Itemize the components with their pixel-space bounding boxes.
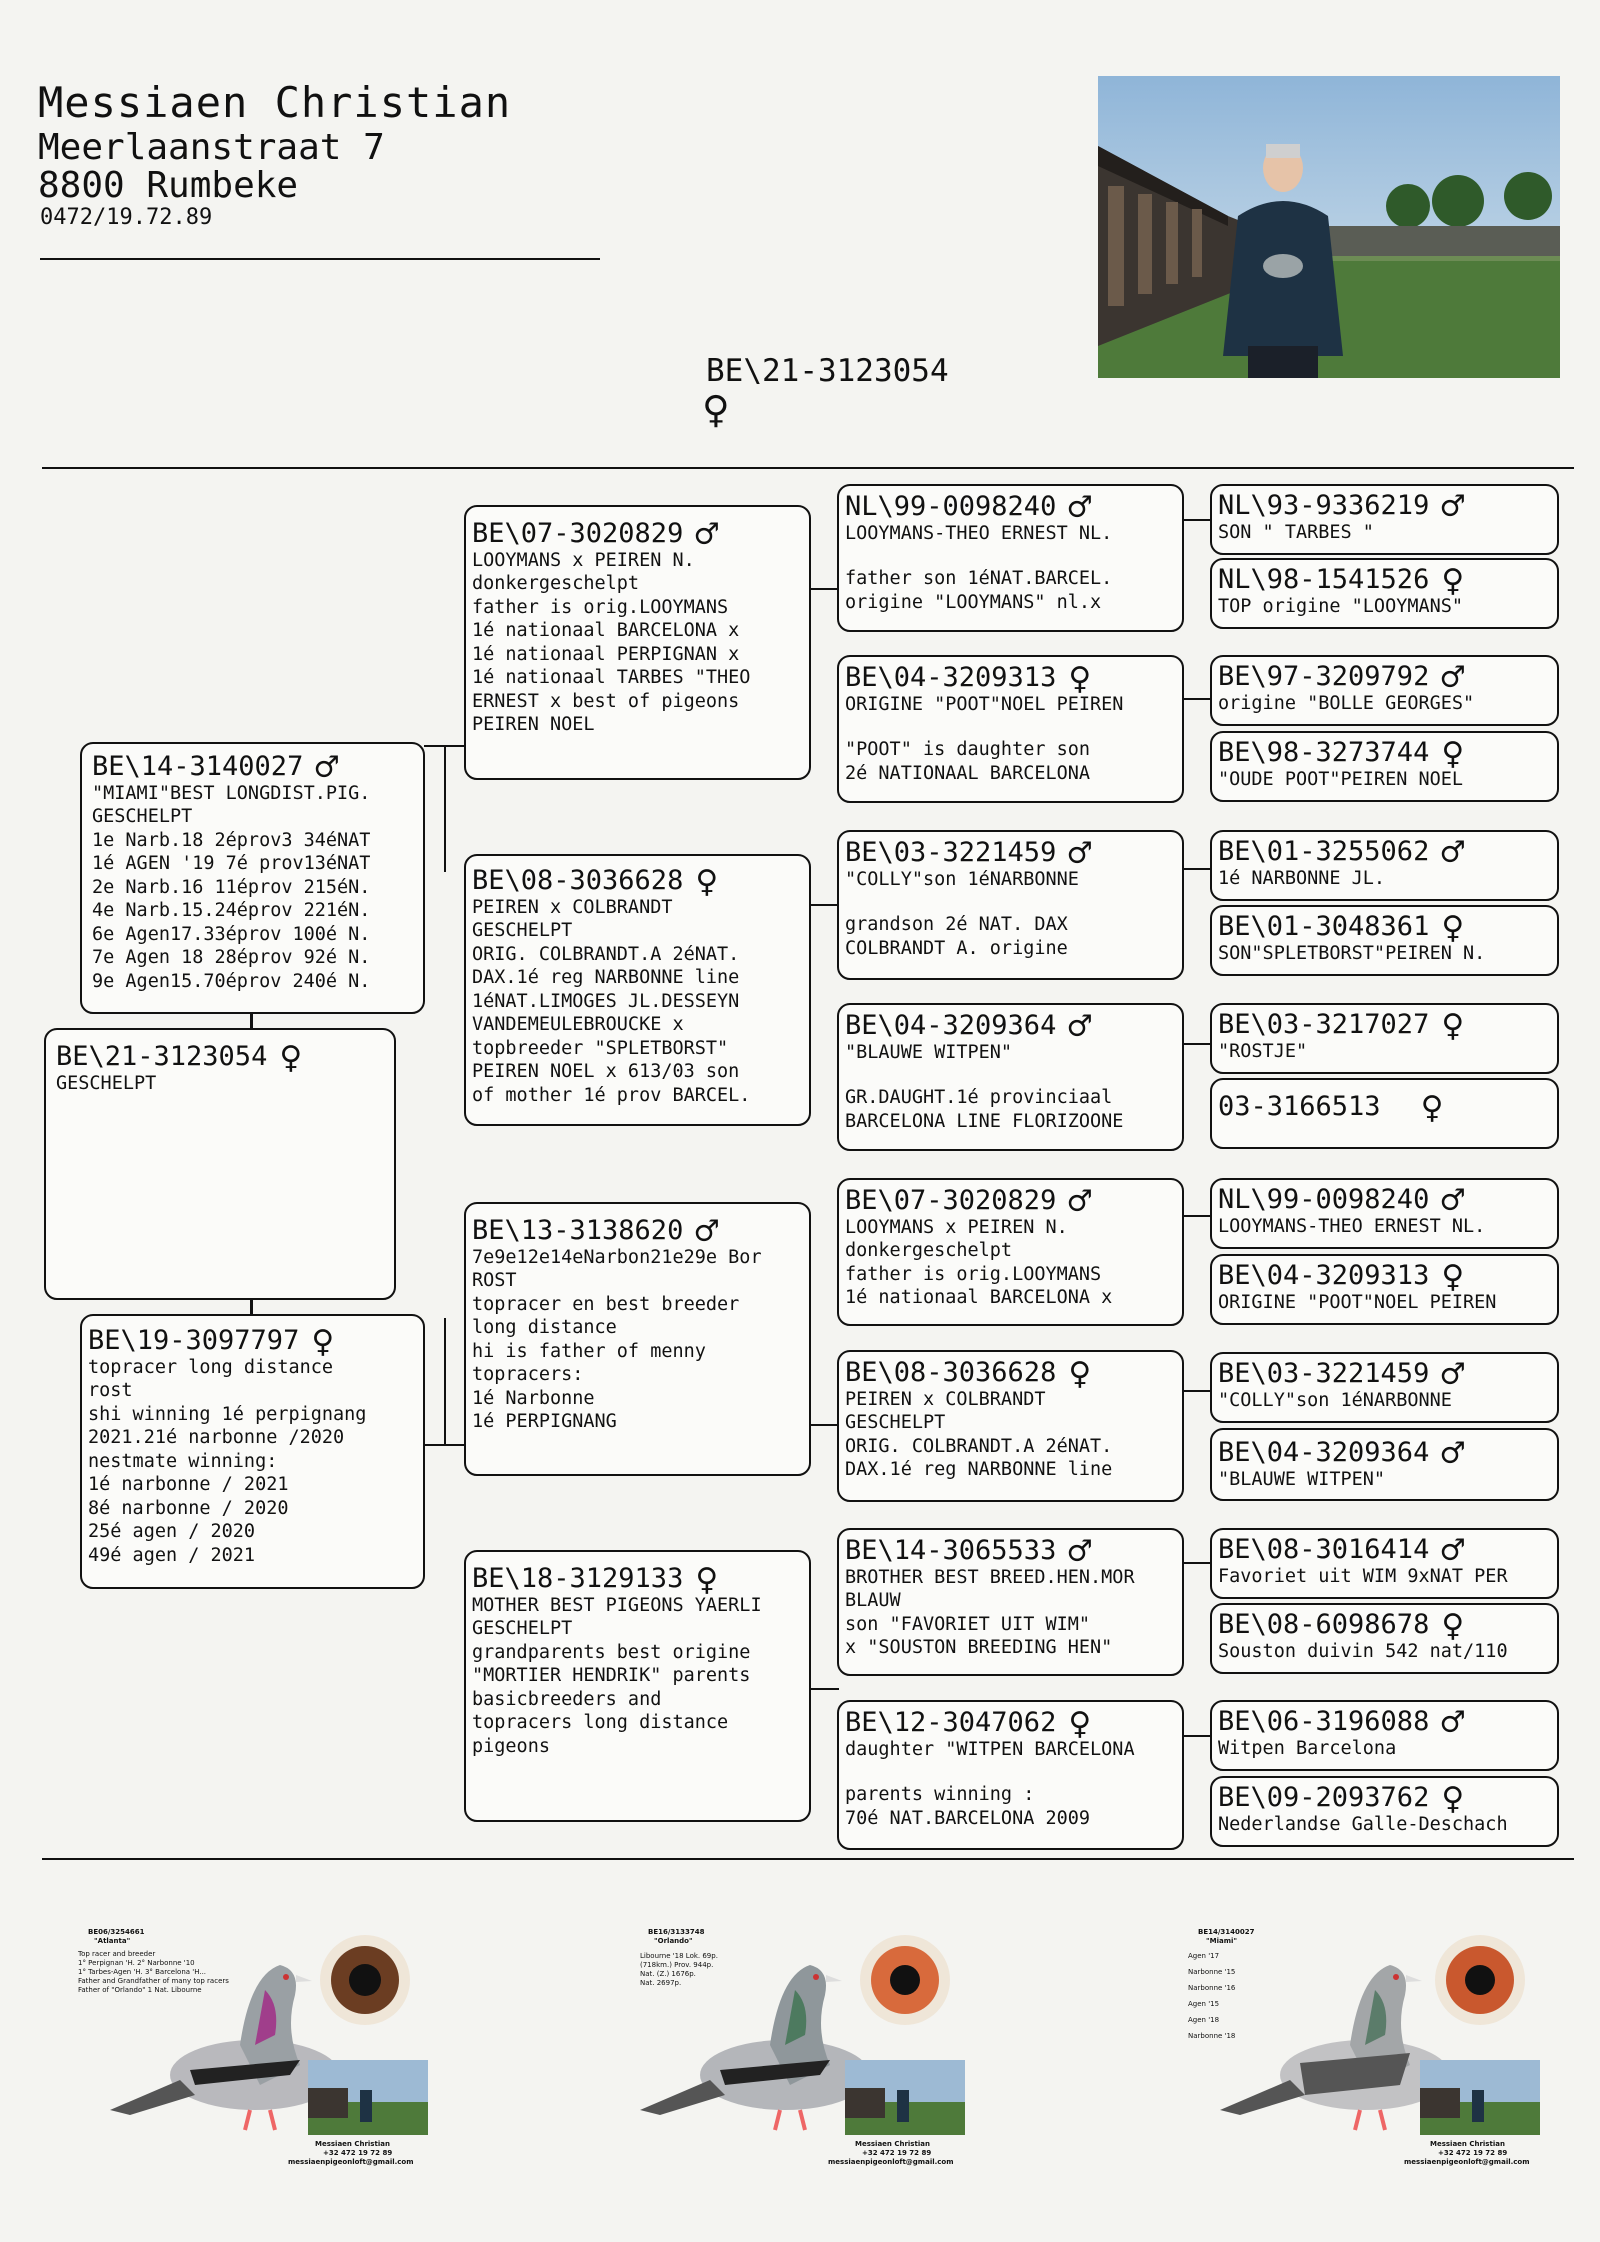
dam-ring-number: BE\19-3097797 [88, 1325, 300, 1356]
gen3-ring-number: BE\07-3020829 [845, 1185, 1057, 1216]
pedigree-sire-box [80, 742, 425, 1014]
connector [1182, 519, 1210, 521]
connector [809, 1688, 839, 1690]
sire-note: 2e Narb.16 11éprov 215éN. [92, 876, 371, 898]
pedigree-gen3-box [837, 1178, 1184, 1326]
sire-note: 4e Narb.15.24éprov 221éN. [92, 900, 371, 922]
card-text: 1° Perpignan 'H. 2° Narbonne '10 [78, 1959, 195, 1967]
ds-ring-number: BE\13-3138620 [472, 1215, 684, 1246]
owner-thumbnail [845, 2060, 965, 2135]
pedigree-dam-box [80, 1314, 425, 1589]
owner-city: 8800 Rumbeke [38, 165, 299, 206]
male-icon: ♂ [1441, 830, 1465, 875]
gen3-ring-number: BE\14-3065533 [845, 1535, 1057, 1566]
card-text: Nat. 2697p. [640, 1979, 682, 1987]
female-icon: ♀ [1420, 1085, 1444, 1130]
eye-icon [1425, 1930, 1535, 2030]
sd-note: PEIREN x COLBRANDT [472, 896, 673, 918]
gen4-ring-number: BE\03-3221459 [1218, 1358, 1430, 1389]
connector [444, 745, 446, 872]
female-icon: ♀ [1441, 1254, 1465, 1299]
dam-note: topracer long distance [88, 1356, 334, 1378]
pedigree-gen4-box [1210, 1776, 1559, 1847]
gen3-note: LOOYMANS-THEO ERNEST NL. [845, 522, 1113, 544]
divider-bottom [42, 1858, 1574, 1860]
card-text: Father and Grandfather of many top racers [78, 1977, 229, 1985]
gen3-note: GESCHELPT [845, 1412, 946, 1434]
gen4-note: Souston duivin 542 nat/110 [1218, 1640, 1508, 1662]
card-text: Narbonne '18 [1188, 2032, 1236, 2040]
pedigree-gen3-box [837, 830, 1184, 980]
owner-thumbnail [308, 2060, 428, 2135]
connector [1182, 1043, 1210, 1045]
gen3-note: BARCELONA LINE FLORIZOONE [845, 1110, 1124, 1132]
female-icon: ♀ [702, 382, 730, 436]
gen3-note: BLAUW [845, 1590, 901, 1612]
gen3-ring-number: BE\08-3036628 [845, 1357, 1057, 1388]
gen4-ring-number: NL\99-0098240 [1218, 1184, 1430, 1215]
gen4-note: 1é NARBONNE JL. [1218, 867, 1386, 889]
pedigree-gen4-box [1210, 1700, 1559, 1771]
pedigree-gen4-box [1210, 1352, 1559, 1423]
gen4-ring-number: BE\06-3196088 [1218, 1706, 1430, 1737]
pedigree-gen4-box [1210, 905, 1559, 976]
sire-note: 7e Agen 18 28éprov 92é N. [92, 947, 371, 969]
card-pigeon-name: "Miami" [1206, 1937, 1238, 1945]
dd-note: MOTHER BEST PIGEONS YAERLI [472, 1594, 762, 1616]
connector [1182, 868, 1210, 870]
pedigree-gen4-box [1210, 655, 1559, 726]
gen4-note: Nederlandse Galle-Deschach [1218, 1813, 1508, 1835]
female-icon: ♀ [279, 1035, 303, 1080]
connector [809, 904, 839, 906]
male-icon: ♂ [1068, 485, 1092, 530]
gen4-ring-number: BE\97-3209792 [1218, 661, 1430, 692]
female-icon: ♀ [695, 1557, 719, 1602]
gen3-note: "COLLY"son 1éNARBONNE [845, 868, 1079, 890]
gen3-note: 70é NAT.BARCELONA 2009 [845, 1807, 1091, 1829]
pedigree-gen3-box [837, 1700, 1184, 1850]
pedigree-gen4-box [1210, 1528, 1559, 1599]
pedigree-gen4-box [1210, 1603, 1559, 1674]
gen4-note: Witpen Barcelona [1218, 1737, 1397, 1759]
gen4-ring-number: BE\04-3209364 [1218, 1437, 1430, 1468]
eye-icon [310, 1930, 420, 2030]
card-owner: Messiaen Christian [855, 2140, 930, 2148]
gen4-ring-number: BE\09-2093762 [1218, 1782, 1430, 1813]
female-icon: ♀ [1441, 1003, 1465, 1048]
pedigree-dd-box [464, 1550, 811, 1822]
sire-note: 1e Narb.18 2éprov3 34éNAT [92, 829, 371, 851]
male-icon: ♂ [1068, 1529, 1092, 1574]
card-owner: Messiaen Christian [1430, 2140, 1505, 2148]
gen4-note: origine "BOLLE GEORGES" [1218, 692, 1475, 714]
male-icon: ♂ [695, 512, 719, 557]
gen3-note: origine "LOOYMANS" nl.x [845, 591, 1102, 613]
card-email: messiaenpigeonloft@gmail.com [828, 2158, 954, 2166]
female-icon: ♀ [1441, 731, 1465, 776]
ds-note: hi is father of menny [472, 1340, 706, 1362]
ds-note: long distance [472, 1317, 617, 1339]
pedigree-gen4-box [1210, 1178, 1559, 1249]
ss-note: 1é nationaal TARBES "THEO [472, 667, 751, 689]
card-text: Nat. (Z.) 1676p. [640, 1970, 696, 1978]
gen4-note: ORIGINE "POOT"NOEL PEIREN [1218, 1291, 1497, 1313]
card-text: 1° Tarbes-Agen 'H. 3° Barcelona 'H... [78, 1968, 207, 1976]
sd-note: DAX.1é reg NARBONNE line [472, 967, 740, 989]
divider-top [42, 467, 1574, 469]
card-email: messiaenpigeonloft@gmail.com [288, 2158, 414, 2166]
gen3-note: parents winning : [845, 1784, 1035, 1806]
card-owner: Messiaen Christian [315, 2140, 390, 2148]
pigeon-card [600, 1920, 980, 2180]
dam-note: nestmate winning: [88, 1450, 278, 1472]
sd-note: of mother 1é prov BARCEL. [472, 1084, 751, 1106]
sd-note: 1éNAT.LIMOGES JL.DESSEYN [472, 990, 740, 1012]
dd-note: topracers long distance [472, 1712, 729, 1734]
pedigree-sd-box [464, 854, 811, 1126]
gen3-note: GR.DAUGHT.1é provinciaal [845, 1087, 1113, 1109]
gen3-note: father is orig.LOOYMANS [845, 1263, 1102, 1285]
gen3-note: COLBRANDT A. origine [845, 937, 1068, 959]
gen3-note: PEIREN x COLBRANDT [845, 1388, 1046, 1410]
card-text: Agen '18 [1188, 2016, 1220, 2024]
dam-note: shi winning 1é perpignang [88, 1403, 367, 1425]
gen3-note: grandson 2é NAT. DAX [845, 914, 1068, 936]
gen4-ring-number: BE\01-3048361 [1218, 911, 1430, 942]
card-phone: +32 472 19 72 89 [323, 2149, 393, 2157]
ss-ring-number: BE\07-3020829 [472, 518, 684, 549]
pedigree-gen4-box [1210, 1254, 1559, 1325]
gen4-ring-number: NL\93-9336219 [1218, 490, 1430, 521]
card-phone: +32 472 19 72 89 [862, 2149, 932, 2157]
owner-street: Meerlaanstraat 7 [38, 127, 385, 168]
female-icon: ♀ [1068, 1351, 1092, 1396]
sd-note: PEIREN NOEL x 613/03 son [472, 1061, 740, 1083]
card-ring: BE06/3254661 [88, 1928, 145, 1936]
eye-icon [850, 1930, 960, 2030]
dam-note: 1é narbonne / 2021 [88, 1474, 289, 1496]
dd-note: "MORTIER HENDRIK" parents [472, 1665, 751, 1687]
male-icon: ♂ [1441, 1700, 1465, 1745]
male-icon: ♂ [1441, 655, 1465, 700]
male-icon: ♂ [1441, 1528, 1465, 1573]
sd-note: VANDEMEULEBROUCKE x [472, 1014, 684, 1036]
sire-note: 9e Agen15.70éprov 240é N. [92, 970, 371, 992]
card-ring: BE14/3140027 [1198, 1928, 1255, 1936]
pedigree-gen4-box [1210, 1428, 1559, 1501]
gen4-note: TOP origine "LOOYMANS" [1218, 595, 1464, 617]
ds-note: topracers: [472, 1364, 584, 1386]
gen4-ring-number: BE\03-3217027 [1218, 1009, 1430, 1040]
sire-note: GESCHELPT [92, 806, 193, 828]
male-icon: ♂ [1441, 1431, 1465, 1476]
dam-note: 49é agen / 2021 [88, 1544, 256, 1566]
gen3-note: BROTHER BEST BREED.HEN.MOR [845, 1566, 1135, 1588]
pigeon-card [1180, 1920, 1560, 2180]
ds-note: 1é Narbonne [472, 1387, 595, 1409]
pedigree-ds-box [464, 1202, 811, 1476]
pedigree-gen4-box [1210, 731, 1559, 802]
gen4-ring-number: BE\01-3255062 [1218, 836, 1430, 867]
gen3-note: donkergeschelpt [845, 1240, 1013, 1262]
header-underline [40, 258, 600, 260]
gen4-note: Favoriet uit WIM 9xNAT PER [1218, 1565, 1508, 1587]
subject-box-ring-number: BE\21-3123054 [56, 1041, 268, 1072]
gen4-ring-number: NL\98-1541526 [1218, 564, 1430, 595]
ss-note: 1é nationaal BARCELONA x [472, 620, 740, 642]
card-text: Agen '15 [1188, 2000, 1220, 2008]
owner-thumbnail [1420, 2060, 1540, 2135]
gen4-ring-number: BE\04-3209313 [1218, 1260, 1430, 1291]
gen3-note: "BLAUWE WITPEN" [845, 1041, 1013, 1063]
connector [250, 1299, 253, 1315]
male-icon: ♂ [1068, 831, 1092, 876]
male-icon: ♂ [695, 1209, 719, 1254]
dd-note: basicbreeders and [472, 1688, 662, 1710]
male-icon: ♂ [1441, 1352, 1465, 1397]
ss-note: 1é nationaal PERPIGNAN x [472, 643, 740, 665]
connector [424, 1444, 466, 1446]
dd-ring-number: BE\18-3129133 [472, 1563, 684, 1594]
ds-note: 7e9e12e14eNarbon21e29e Bor [472, 1246, 762, 1268]
connector [1182, 1562, 1210, 1564]
male-icon: ♂ [315, 745, 339, 790]
pedigree-gen4-box [1210, 484, 1559, 555]
sd-ring-number: BE\08-3036628 [472, 865, 684, 896]
dam-note: rost [88, 1380, 133, 1402]
pedigree-subject-box [44, 1028, 396, 1300]
gen3-note: son "FAVORIET UIT WIM" [845, 1613, 1091, 1635]
sire-ring-number: BE\14-3140027 [92, 751, 304, 782]
gen3-ring-number: BE\04-3209364 [845, 1010, 1057, 1041]
gen4-ring-number: BE\08-3016414 [1218, 1534, 1430, 1565]
pedigree-gen4-box [1210, 830, 1559, 901]
gen4-ring-number: BE\08-6098678 [1218, 1609, 1430, 1640]
pedigree-gen3-box [837, 1003, 1184, 1151]
pigeon-card [70, 1920, 450, 2180]
gen3-note: ORIG. COLBRANDT.A 2éNAT. [845, 1435, 1113, 1457]
connector [1182, 1215, 1210, 1217]
pedigree-gen4-box [1210, 1003, 1559, 1074]
pedigree-gen4-box [1210, 1078, 1559, 1149]
gen4-note: SON " TARBES " [1218, 521, 1374, 543]
card-text: Narbonne '15 [1188, 1968, 1236, 1976]
card-text: Top racer and breeder [78, 1950, 156, 1958]
card-text: Agen '17 [1188, 1952, 1220, 1960]
gen4-note: "COLLY"son 1éNARBONNE [1218, 1389, 1452, 1411]
connector [1182, 1390, 1210, 1392]
gen4-ring-number: BE\98-3273744 [1218, 737, 1430, 768]
female-icon: ♀ [1441, 1603, 1465, 1648]
gen3-ring-number: NL\99-0098240 [845, 491, 1057, 522]
ds-note: topracer en best breeder [472, 1293, 740, 1315]
dd-note: pigeons [472, 1735, 550, 1757]
dam-note: 25é agen / 2020 [88, 1521, 256, 1543]
female-icon: ♀ [1068, 1701, 1092, 1746]
card-email: messiaenpigeonloft@gmail.com [1404, 2158, 1530, 2166]
card-pigeon-name: "Orlando" [654, 1937, 693, 1945]
card-text: Libourne '18 Lok. 69p. [640, 1952, 718, 1960]
ss-note: ERNEST x best of pigeons [472, 690, 740, 712]
ss-note: father is orig.LOOYMANS [472, 596, 729, 618]
pedigree-gen3-box [837, 484, 1184, 632]
owner-photo [1098, 76, 1560, 378]
sire-note: "MIAMI"BEST LONGDIST.PIG. [92, 782, 371, 804]
gen3-note: daughter "WITPEN BARCELONA [845, 1738, 1135, 1760]
subject-note: GESCHELPT [56, 1072, 157, 1094]
connector [1182, 698, 1210, 700]
gen3-note: father son 1éNAT.BARCEL. [845, 568, 1113, 590]
sd-note: GESCHELPT [472, 920, 573, 942]
gen3-note: LOOYMANS x PEIREN N. [845, 1216, 1068, 1238]
sd-note: topbreeder "SPLETBORST" [472, 1037, 729, 1059]
pedigree-gen3-box [837, 1350, 1184, 1502]
sire-note: 6e Agen17.33éprov 100é N. [92, 923, 371, 945]
sire-note: 1é AGEN '19 7é prov13éNAT [92, 853, 371, 875]
ss-note: LOOYMANS x PEIREN N. [472, 549, 695, 571]
female-icon: ♀ [1441, 558, 1465, 603]
male-icon: ♂ [1068, 1004, 1092, 1049]
dam-note: 2021.21é narbonne /2020 [88, 1427, 345, 1449]
gen3-ring-number: BE\12-3047062 [845, 1707, 1057, 1738]
female-icon: ♀ [1068, 656, 1092, 701]
ds-note: ROST [472, 1270, 517, 1292]
female-icon: ♀ [1441, 905, 1465, 950]
gen3-note: DAX.1é reg NARBONNE line [845, 1459, 1113, 1481]
gen4-note: LOOYMANS-THEO ERNEST NL. [1218, 1215, 1486, 1237]
card-text: Narbonne '16 [1188, 1984, 1236, 1992]
gen3-note: ORIGINE "POOT"NOEL PEIREN [845, 693, 1124, 715]
gen4-note: SON"SPLETBORST"PEIREN N. [1218, 942, 1486, 964]
gen4-note: "OUDE POOT"PEIREN NOEL [1218, 768, 1464, 790]
sd-note: ORIG. COLBRANDT.A 2éNAT. [472, 943, 740, 965]
dd-note: grandparents best origine [472, 1641, 751, 1663]
ds-note: 1é PERPIGNANG [472, 1411, 617, 1433]
gen4-ring-number: 03-3166513 [1218, 1091, 1381, 1122]
subject-ring-number: BE\21-3123054 [706, 353, 949, 389]
owner-phone: 0472/19.72.89 [40, 205, 213, 230]
female-icon: ♀ [311, 1319, 335, 1364]
gen3-note: 2é NATIONAAL BARCELONA [845, 762, 1091, 784]
gen3-ring-number: BE\04-3209313 [845, 662, 1057, 693]
connector [809, 588, 839, 590]
pedigree-gen3-box [837, 1528, 1184, 1676]
gen3-note: 1é nationaal BARCELONA x [845, 1287, 1113, 1309]
pedigree-ss-box [464, 505, 811, 780]
card-phone: +32 472 19 72 89 [1438, 2149, 1508, 2157]
card-ring: BE16/3133748 [648, 1928, 705, 1936]
connector [1182, 1735, 1210, 1737]
gen4-note: "BLAUWE WITPEN" [1218, 1468, 1386, 1490]
gen3-note: x "SOUSTON BREEDING HEN" [845, 1637, 1113, 1659]
gen3-ring-number: BE\03-3221459 [845, 837, 1057, 868]
owner-name: Messiaen Christian [38, 78, 512, 127]
male-icon: ♂ [1441, 484, 1465, 529]
male-icon: ♂ [1068, 1179, 1092, 1224]
female-icon: ♀ [1441, 1776, 1465, 1821]
ss-note: donkergeschelpt [472, 573, 640, 595]
dd-note: GESCHELPT [472, 1618, 573, 1640]
pedigree-gen4-box [1210, 558, 1559, 629]
card-text: Father of "Orlando" 1 Nat. Libourne [78, 1986, 202, 1994]
dam-note: 8é narbonne / 2020 [88, 1497, 289, 1519]
gen3-note: "POOT" is daughter son [845, 739, 1091, 761]
card-pigeon-name: "Atlanta" [94, 1937, 131, 1945]
gen4-note: "ROSTJE" [1218, 1040, 1308, 1062]
ss-note: PEIREN NOEL [472, 714, 595, 736]
connector [809, 1424, 839, 1426]
male-icon: ♂ [1441, 1178, 1465, 1223]
card-text: (718km.) Prov. 944p. [640, 1961, 714, 1969]
pedigree-gen3-box [837, 655, 1184, 803]
connector [444, 1318, 446, 1444]
female-icon: ♀ [695, 859, 719, 904]
